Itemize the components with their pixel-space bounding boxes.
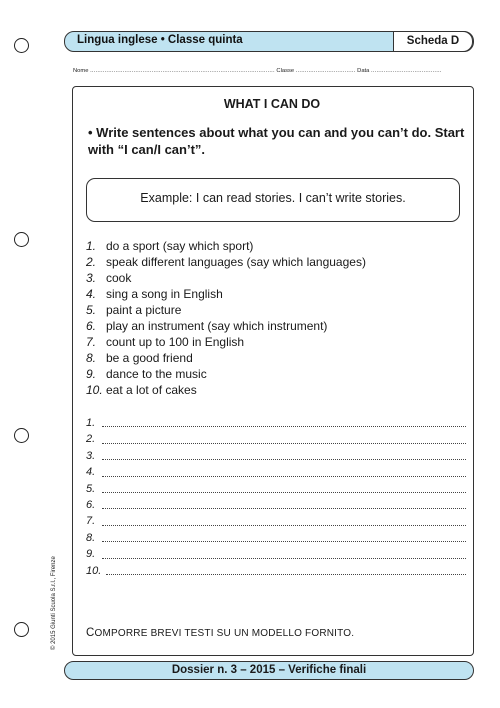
data-field[interactable]: ....................................... <box>371 68 442 74</box>
learning-objective: COMPORRE BREVI TESTI SU UN MODELLO FORNITO. <box>86 627 355 639</box>
answer-line[interactable]: 10. <box>86 563 466 579</box>
prompt-item: 5. paint a picture <box>86 303 182 317</box>
answer-line[interactable]: 6. <box>86 497 466 513</box>
prompt-item: 2. speak different languages (say which languages) <box>86 255 366 269</box>
answer-line[interactable]: 9. <box>86 546 466 562</box>
answer-line[interactable]: 5. <box>86 481 466 497</box>
prompt-item: 3. cook <box>86 271 132 285</box>
example-box <box>86 178 460 222</box>
sheet-label: Scheda D <box>393 31 473 52</box>
nome-label: Nome <box>73 68 89 74</box>
prompt-item: 9. dance to the music <box>86 367 207 381</box>
data-label: Data <box>357 68 370 74</box>
prompt-item: 8. be a good friend <box>86 351 193 365</box>
answer-line[interactable]: 1. <box>86 415 466 431</box>
classe-label: Classe <box>276 68 295 74</box>
prompt-list <box>86 238 466 398</box>
header-bar <box>64 31 474 52</box>
prompt-item: 10. eat a lot of cakes <box>86 383 197 397</box>
punch-hole-top <box>14 38 29 53</box>
punch-hole-upper-middle <box>14 232 29 247</box>
answer-line[interactable]: 8. <box>86 530 466 546</box>
prompt-item: 4. sing a song in English <box>86 287 223 301</box>
copyright-notice: © 2015 Giunti Scuola S.r.l., Firenze <box>51 556 57 650</box>
instruction-text: • Write sentences about what you can and you can’t do. Start with “I can/I can’t”. <box>88 125 465 157</box>
subject-label: Lingua inglese • Classe quinta <box>77 34 243 46</box>
name-class-date-row <box>73 68 473 74</box>
answer-line[interactable]: 3. <box>86 448 466 464</box>
prompt-item: 6. play an instrument (say which instrument) <box>86 319 328 333</box>
answer-line[interactable]: 2. <box>86 431 466 447</box>
footer-bar: Dossier n. 3 – 2015 – Verifiche finali <box>64 661 474 680</box>
classe-field[interactable]: ................................. <box>295 68 356 74</box>
nome-field[interactable]: ...................................................................................................... <box>90 68 275 74</box>
answer-line[interactable]: 4. <box>86 464 466 480</box>
punch-hole-lower-middle <box>14 428 29 443</box>
punch-hole-bottom <box>14 622 29 637</box>
answer-line[interactable]: 7. <box>86 513 466 529</box>
worksheet-title: WHAT I CAN DO <box>223 97 321 111</box>
prompt-item: 7. count up to 100 in English <box>86 335 245 349</box>
prompt-item: 1. do a sport (say which sport) <box>86 239 254 253</box>
example-text: Example: I can read stories. I can’t write stories. <box>140 191 406 205</box>
answer-lines <box>86 415 466 579</box>
